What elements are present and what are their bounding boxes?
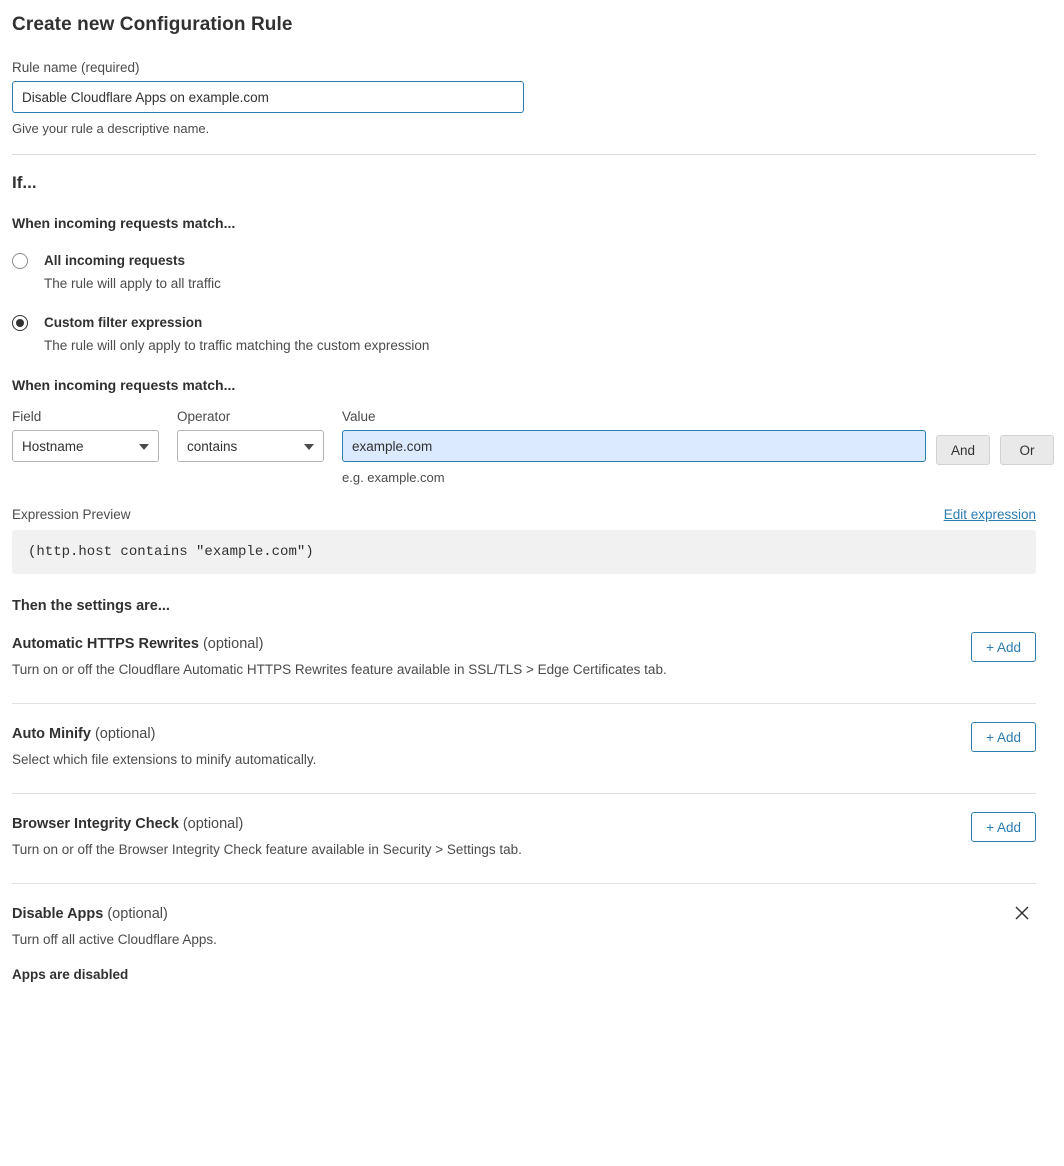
- value-column-label: Value: [342, 409, 376, 425]
- page-title: Create new Configuration Rule: [12, 14, 293, 35]
- add-browser-integrity-check-button[interactable]: + Add: [971, 812, 1036, 842]
- radio-custom-filter-expression-label: Custom filter expression: [44, 315, 203, 331]
- remove-disable-apps-button[interactable]: [1010, 902, 1034, 926]
- setting-description: Select which file extensions to minify automatically.: [12, 752, 317, 768]
- add-auto-minify-button[interactable]: + Add: [971, 722, 1036, 752]
- expression-preview-label: Expression Preview: [12, 507, 131, 523]
- setting-title-text: Auto Minify: [12, 726, 91, 743]
- if-section-heading: If...: [12, 173, 37, 192]
- setting-title: [12, 726, 1036, 742]
- setting-title: [12, 906, 1036, 922]
- expression-preview-box: (http.host contains "example.com"): [12, 530, 1036, 574]
- close-icon: [1011, 902, 1033, 924]
- filter-builder-row: [12, 409, 1036, 485]
- setting-title-text: Disable Apps: [12, 906, 104, 923]
- setting-title-text: Browser Integrity Check: [12, 816, 179, 833]
- radio-custom-filter-expression-desc: The rule will only apply to traffic matching the custom expression: [44, 337, 430, 353]
- setting-title-text: Automatic HTTPS Rewrites: [12, 636, 199, 653]
- section-divider: [12, 154, 1036, 155]
- setting-optional-text: (optional): [178, 816, 244, 833]
- configuration-rule-form: [0, 14, 1064, 982]
- filter-builder-heading: When incoming requests match...: [12, 377, 236, 394]
- operator-select[interactable]: [177, 430, 324, 462]
- value-help-text: e.g. example.com: [342, 470, 445, 486]
- add-automatic-https-rewrites-button[interactable]: + Add: [971, 632, 1036, 662]
- setting-optional-text: (optional): [90, 726, 156, 743]
- rule-name-input[interactable]: [12, 81, 524, 113]
- setting-title: [12, 636, 1036, 652]
- setting-description: Turn on or off the Cloudflare Automatic HTTPS Rewrites feature available in SSL/TLS > Edge Certificates tab.: [12, 662, 667, 678]
- setting-status-text: Apps are disabled: [12, 967, 129, 983]
- setting-title: [12, 816, 1036, 832]
- setting-auto-minify: [12, 704, 1036, 794]
- field-select-value: Hostname: [22, 438, 84, 454]
- field-column-label: Field: [12, 409, 42, 425]
- radio-custom-filter-expression-icon[interactable]: [12, 315, 28, 331]
- radio-all-incoming-requests-desc: The rule will apply to all traffic: [44, 275, 221, 291]
- field-select[interactable]: [12, 430, 159, 462]
- setting-disable-apps: [12, 884, 1036, 982]
- operator-select-value: contains: [187, 438, 238, 454]
- or-button[interactable]: Or: [1000, 435, 1054, 465]
- radio-all-incoming-requests-icon[interactable]: [12, 253, 28, 269]
- radio-all-incoming-requests-label: All incoming requests: [44, 253, 186, 268]
- setting-automatic-https-rewrites: [12, 614, 1036, 704]
- setting-description: Turn on or off the Browser Integrity Check feature available in Security > Settings tab.: [12, 842, 522, 858]
- and-button[interactable]: And: [936, 435, 990, 465]
- setting-optional-text: (optional): [198, 636, 264, 653]
- edit-expression-link[interactable]: Edit expression: [943, 507, 1036, 523]
- match-subheading: When incoming requests match...: [12, 215, 236, 231]
- setting-description: Turn off all active Cloudflare Apps.: [12, 932, 217, 948]
- radio-option-all-incoming-requests[interactable]: [12, 251, 1036, 293]
- setting-browser-integrity-check: [12, 794, 1036, 884]
- then-section-heading: Then the settings are...: [12, 598, 170, 615]
- value-input[interactable]: [342, 430, 926, 462]
- radio-option-custom-filter-expression[interactable]: [12, 313, 1036, 355]
- rule-name-label: Rule name (required): [12, 60, 140, 75]
- expression-preview-header: [12, 507, 1036, 522]
- operator-column-label: Operator: [177, 409, 231, 425]
- setting-optional-text: (optional): [103, 906, 168, 923]
- chevron-down-icon: [304, 444, 314, 450]
- chevron-down-icon: [139, 444, 149, 450]
- rule-name-help: Give your rule a descriptive name.: [12, 121, 210, 136]
